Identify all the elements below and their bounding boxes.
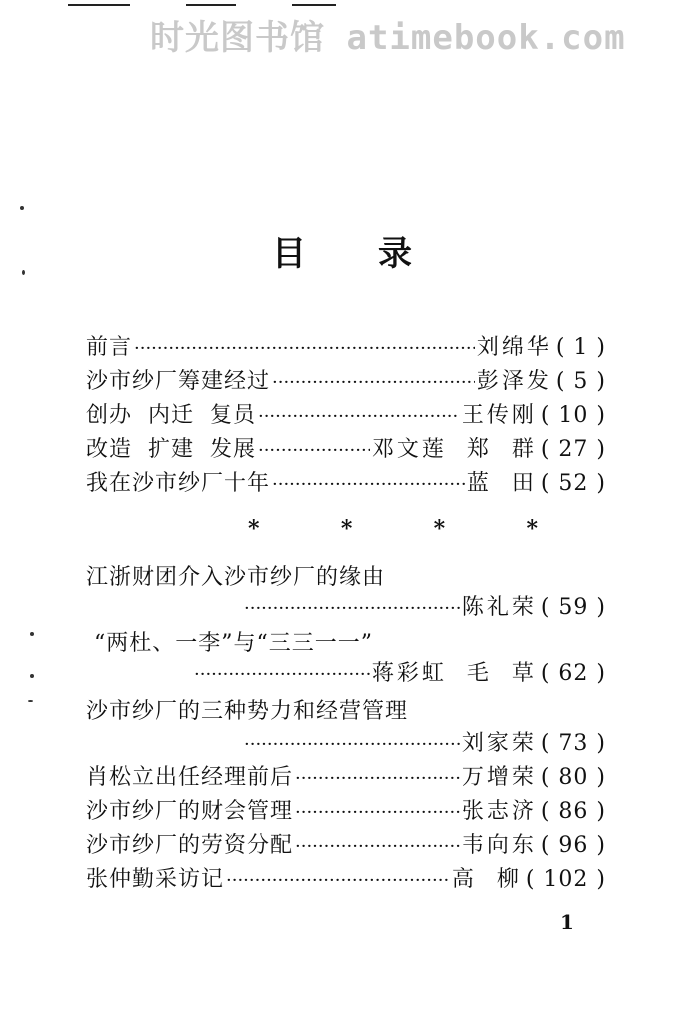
separator-star: * — [248, 516, 260, 542]
toc-entry-title: 张仲勤采访记 — [86, 867, 225, 892]
toc-entry-page: ( 80 ) — [540, 765, 606, 790]
toc-entry-title: 前言 — [86, 335, 133, 360]
toc-entry-author: 蓝 田 — [466, 471, 537, 496]
toc-entry-title: “两杜、一李”与“三三一一” — [94, 631, 373, 656]
toc-entry-title: 沙市纱厂的财会管理 — [86, 799, 294, 824]
dot-leader — [226, 870, 450, 891]
toc-entry-page: ( 52 ) — [540, 471, 606, 496]
toc-entry-author: 陈礼荣 — [461, 595, 537, 620]
page-title: 目录 — [272, 234, 484, 274]
scan-speck — [28, 700, 33, 702]
dot-leader — [272, 372, 475, 393]
toc-entry-title: 江浙财团介入沙市纱厂的缘由 — [86, 565, 386, 590]
toc-entry-author: 刘家荣 — [461, 731, 537, 756]
toc-entry[interactable] — [86, 432, 606, 464]
toc-entry-page: ( 102 ) — [525, 867, 606, 892]
top-rule — [186, 4, 236, 6]
toc-entry-author: 万增荣 — [461, 765, 537, 790]
toc-entry-author: 韦向东 — [461, 833, 537, 858]
toc-entry-page: ( 86 ) — [540, 799, 606, 824]
toc-entry[interactable] — [242, 590, 606, 622]
toc-entry-author: 邓文莲 郑 群 — [371, 437, 537, 462]
dot-leader — [134, 338, 475, 359]
dot-leader — [272, 474, 465, 495]
toc-entry-author: 彭泽发 — [476, 369, 552, 394]
dot-leader — [244, 598, 460, 619]
toc-entry-title: 沙市纱厂的劳资分配 — [86, 833, 294, 858]
dot-leader — [295, 836, 460, 857]
dot-leader — [295, 802, 460, 823]
toc-entry[interactable] — [242, 726, 606, 758]
top-rule — [68, 4, 130, 6]
toc-entry-title: 肖松立出任经理前后 — [86, 765, 294, 790]
separator-star: * — [340, 516, 353, 542]
toc-entry-title: 改造 扩建 发展 — [86, 437, 256, 462]
dot-leader — [244, 734, 460, 755]
toc-entry[interactable] — [86, 466, 606, 498]
scan-speck — [20, 206, 24, 210]
toc-entry-author: 高 柳 — [451, 867, 522, 892]
toc-entry-page: ( 10 ) — [540, 403, 606, 428]
page-number: 1 — [560, 910, 574, 934]
scan-speck — [30, 674, 34, 678]
scan-speck — [30, 632, 34, 636]
toc-entry[interactable] — [86, 828, 606, 860]
separator-star: * — [526, 516, 538, 542]
top-rule — [292, 4, 336, 6]
toc-entry-author: 刘绵华 — [476, 335, 552, 360]
toc-entry[interactable] — [86, 330, 606, 362]
separator-star: * — [433, 516, 446, 542]
toc-entry-title: 创办 内迁 复员 — [86, 403, 256, 428]
toc-entry[interactable] — [192, 656, 606, 688]
dot-leader — [258, 440, 370, 461]
dot-leader — [295, 768, 460, 789]
dot-leader — [258, 406, 460, 427]
toc-entry-author: 蒋彩虹 毛 草 — [371, 661, 537, 686]
toc-entry-page: ( 96 ) — [540, 833, 606, 858]
toc-entry-page: ( 1 ) — [555, 335, 606, 360]
toc-entry[interactable] — [86, 862, 606, 894]
section-separator — [248, 516, 538, 542]
toc-entry[interactable] — [86, 760, 606, 792]
toc-entry-title: 沙市纱厂的三种势力和经营管理 — [86, 699, 409, 724]
toc-entry[interactable] — [86, 794, 606, 826]
toc-entry-page: ( 5 ) — [555, 369, 606, 394]
toc-entry[interactable] — [86, 398, 606, 430]
toc-entry-page: ( 62 ) — [540, 661, 606, 686]
toc-entry-page: ( 59 ) — [540, 595, 606, 620]
watermark: 时光图书馆 atimebook.com — [150, 18, 626, 58]
toc-entry-author: 王传刚 — [461, 403, 537, 428]
toc-entry-page: ( 73 ) — [540, 731, 606, 756]
toc-entry-title: 沙市纱厂筹建经过 — [86, 369, 271, 394]
toc-entry-author: 张志济 — [461, 799, 537, 824]
toc-entry[interactable] — [86, 364, 606, 396]
toc-entry-page: ( 27 ) — [540, 437, 606, 462]
toc-entry-title: 我在沙市纱厂十年 — [86, 471, 271, 496]
dot-leader — [194, 664, 370, 685]
